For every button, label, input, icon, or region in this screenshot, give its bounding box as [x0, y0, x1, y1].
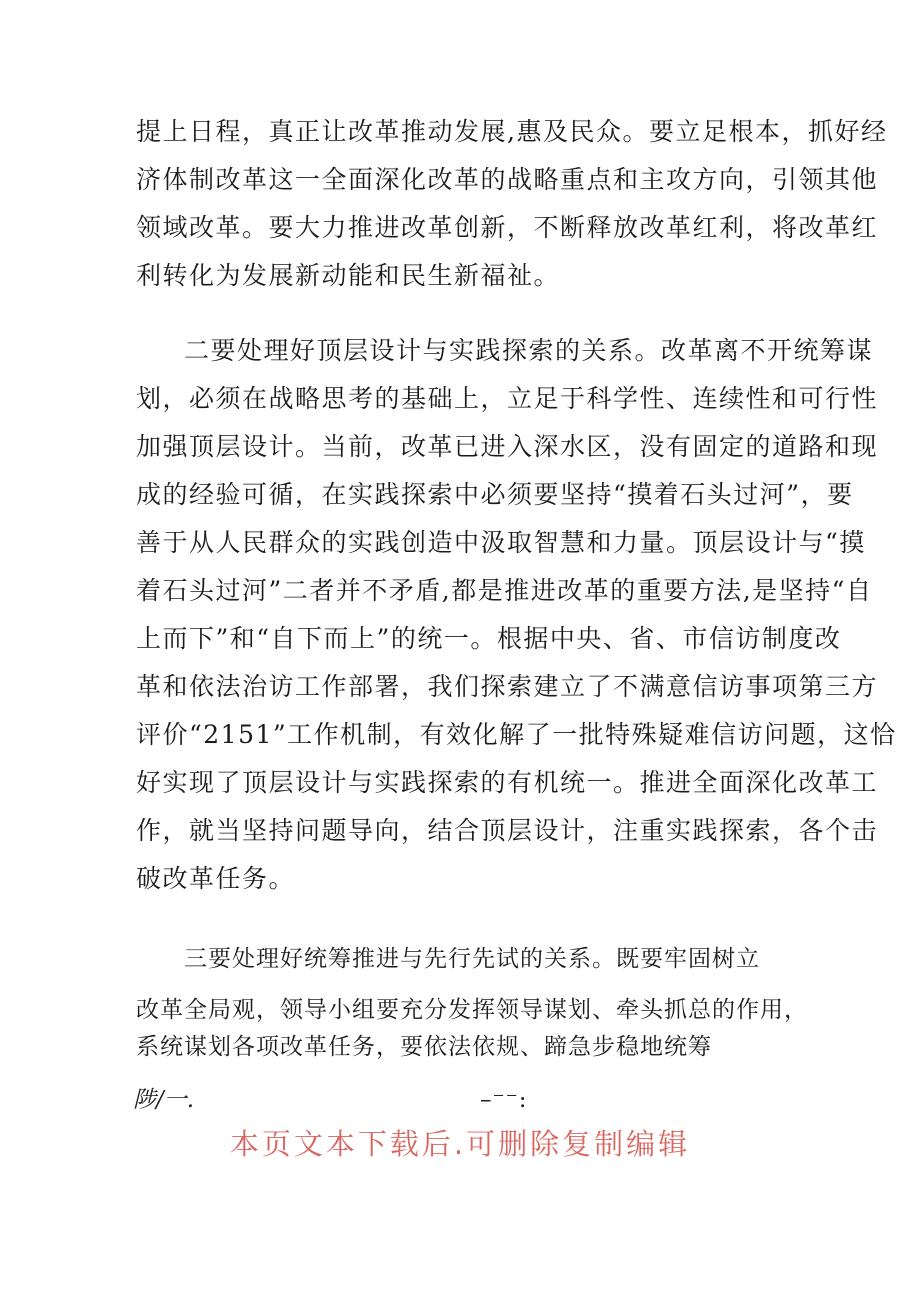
paragraph-1-line-1: 提上日程，真正让改革推动发展,惠及民众。要立足根本，抓好经 [136, 117, 888, 146]
paragraph-2-line-3: 加强顶层设计。当前，改革已进入深水区，没有固定的道路和现 [136, 432, 879, 461]
paragraph-1-line-3: 领域改革。要大力推进改革创新，不断释放改革红利，将改革红 [136, 213, 879, 242]
paragraph-2-line-8: 革和依法治访工作部署，我们探索建立了不满意信访事项第三方 [136, 672, 879, 701]
paragraph-1-line-2: 济体制改革这一全面深化改革的战略重点和主攻方向，引领其他 [136, 165, 879, 194]
paragraph-2-line-11: 作，就当坚持问题导向，结合顶层设计，注重实践探索，各个击 [136, 816, 879, 845]
paragraph-2-line-5: 善于从人民群众的实践创造中汲取智慧和力量。顶层设计与“摸 [136, 528, 866, 557]
paragraph-2-line-12: 破改革任务。 [136, 864, 296, 893]
paragraph-3-line-2: 改革全局观，领导小组要充分发挥领导谋划、牵头抓总的作用， [136, 997, 808, 1023]
paragraph-2-line-2: 划，必须在战略思考的基础上，立足于科学性、连续性和可行性 [136, 384, 879, 413]
garbled-fragment-left: 陟/一. [133, 1087, 195, 1113]
paragraph-3-line-1: 三要处理好统筹推进与先行先试的关系。既要牢固树立 [184, 946, 760, 972]
paragraph-3-line-3: 系统谋划各项改革任务，要依法依规、蹄急步稳地统筹 [136, 1034, 712, 1060]
download-edit-notice: 本页文本下载后.可删除复制编辑 [229, 1127, 691, 1161]
paragraph-2-line-9: 评价“2151”工作机制，有效化解了一批特殊疑难信访问题，这恰 [136, 720, 897, 749]
paragraph-2-line-6: 着石头过河”二者并不矛盾,都是推进改革的重要方法,是坚持“自 [136, 576, 873, 605]
paragraph-2-line-4: 成的经验可循，在实践探索中必须要坚持“摸着石头过河”，要 [136, 480, 854, 509]
paragraph-2-line-1: 二要处理好顶层设计与实践探索的关系。改革离不开统筹谋 [184, 336, 874, 365]
paragraph-1-line-4: 利转化为发展新动能和民生新福祉。 [136, 261, 561, 290]
paragraph-2-line-10: 好实现了顶层设计与实践探索的有机统一。推进全面深化改革工 [136, 768, 879, 797]
garbled-fragment-right: –⁻⁻: [480, 1087, 528, 1113]
paragraph-2-line-7: 上而下”和“自下而上”的统一。根据中央、省、市信访制度改 [136, 624, 842, 653]
